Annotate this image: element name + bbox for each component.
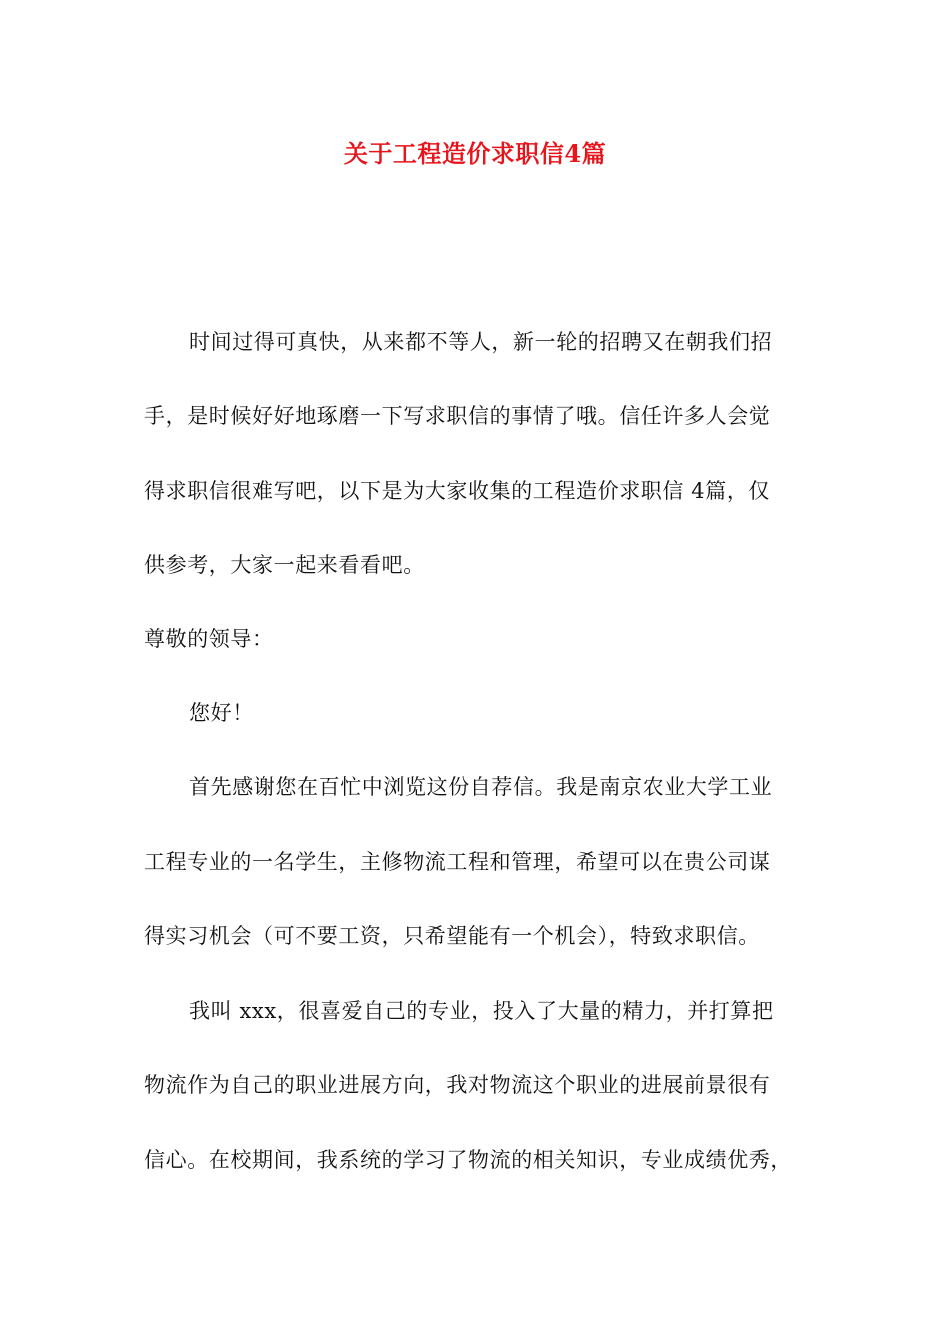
paragraph-line: 供参考，大家一起来看看吧。: [144, 553, 425, 577]
document-title: 关于工程造价求职信4篇: [343, 139, 607, 168]
paragraph-line: 物流作为自己的职业进展方向，我对物流这个职业的进展前景很有: [144, 1073, 771, 1097]
paragraph-line: 得实习机会（可不要工资，只希望能有一个机会），特致求职信。: [144, 924, 760, 948]
paragraph-line: 手，是时候好好地琢磨一下写求职信的事情了哦。信任许多人会觉: [144, 404, 771, 428]
salutation-line: 尊敬的领导：: [144, 627, 274, 651]
paragraph-line: 信心。在校期间，我系统的学习了物流的相关知识，专业成绩优秀，: [144, 1148, 792, 1172]
paragraph-line: 时间过得可真快，从来都不等人，新一轮的招聘又在朝我们招: [189, 330, 773, 354]
greeting-line: 您好！: [189, 701, 254, 725]
paragraph-line: 首先感谢您在百忙中浏览这份自荐信。我是南京农业大学工业: [189, 775, 773, 799]
paragraph-line: 工程专业的一名学生，主修物流工程和管理，希望可以在贵公司谋: [144, 850, 771, 874]
paragraph-line: 得求职信很难写吧，以下是为大家收集的工程造价求职信 4篇，仅: [144, 479, 771, 503]
paragraph-line: 我叫 xxx，很喜爱自己的专业，投入了大量的精力，并打算把: [189, 999, 774, 1023]
